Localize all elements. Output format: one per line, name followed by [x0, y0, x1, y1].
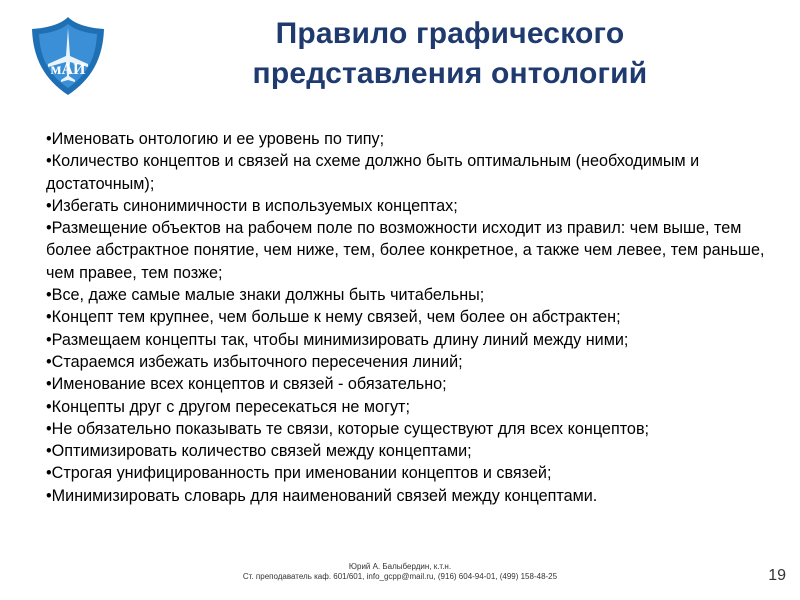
logo-text: мАИ: [50, 61, 86, 78]
rule-item: •Размещаем концепты так, чтобы минимизировать длину линий между ними;: [46, 330, 629, 349]
title-line-2: представления онтологий: [252, 57, 648, 90]
footer-author: Юрий А. Балыбердин, к.т.н.: [348, 562, 452, 571]
rule-item: •Количество концептов и связей на схеме должно быть оптимальным (необходимым и достаточным);: [46, 152, 700, 193]
rule-item: •Строгая унифицированность при именовании концептов и связей;: [46, 464, 552, 483]
title-line-1: Правило графического: [275, 17, 625, 50]
rule-item: •Концепты друг с другом пересекаться не могут;: [46, 397, 410, 416]
rule-item: •Не обязательно показывать те связи, которые существуют для всех концептов;: [46, 419, 650, 438]
rule-item: •Стараемся избежать избыточного пересечения линий;: [46, 352, 463, 371]
mai-logo-icon: [26, 14, 110, 98]
footer-contacts: Ст. преподаватель каф. 601/601, info_gcpp@mail.ru, (916) 604-94-01, (499) 158-48-25: [242, 572, 558, 581]
rule-item: •Именовать онтологию и ее уровень по типу;: [46, 130, 385, 148]
footer: [150, 562, 650, 582]
rule-item: •Концепт тем крупнее, чем больше к нему связей, чем более он абстрактен;: [46, 308, 621, 327]
rules-list: [46, 128, 786, 507]
rule-item: •Размещение объектов на рабочем поле по возможности исходит из правил: чем выше, тем более абстрактное понятие, чем ниже, тем, более конкретное, а также чем левее, тем раньше, чем правее, тем позже;: [46, 219, 765, 282]
rule-item: •Все, даже самые малые знаки должны быть читабельны;: [46, 286, 485, 305]
rule-item: •Оптимизировать количество связей между концептами;: [46, 442, 472, 461]
rule-item: •Минимизировать словарь для наименований связей между концептами.: [46, 486, 598, 505]
page-number: 19: [768, 567, 786, 584]
rule-item: •Избегать синонимичности в используемых концептах;: [46, 196, 458, 215]
mai-logo: [26, 14, 110, 98]
rule-item: •Именование всех концептов и связей - обязательно;: [46, 375, 447, 394]
page-title: [190, 14, 710, 94]
